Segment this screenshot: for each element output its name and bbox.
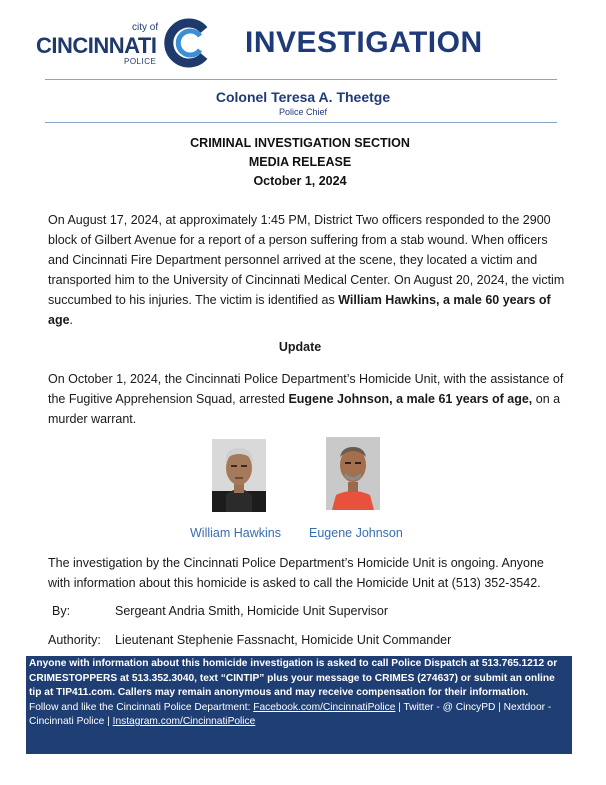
suspect-caption: Eugene Johnson	[309, 526, 403, 540]
logo-city-of: city of	[132, 22, 159, 33]
victim-photo	[212, 439, 266, 512]
header-divider	[45, 79, 557, 80]
update-heading: Update	[278, 340, 322, 354]
arrest-end: on a murder warrant.	[48, 392, 561, 426]
authority-label: Authority:	[48, 633, 101, 647]
instagram-link[interactable]: Instagram.com/CincinnatiPolice	[112, 716, 256, 727]
incident-text: On August 17, 2024, at approximately 1:45 PM, District Two officers responded to the 2900 block of Gilbert Avenue for a report of a person suffering from a stab wound. When officers and Cincinnati Fire Department personnel arrived at the scene, they located a victim and transported him to the University of Cincinnati Medical Center. On August 20, 2024, the victim succumbed to his injuries. The victim is identified as	[48, 213, 565, 307]
follow-text: Follow and like the Cincinnati Police Department:	[29, 701, 254, 713]
logo-police: POLICE	[124, 57, 157, 66]
suspect-identity: Eugene Johnson, a male 61 years of age,	[288, 392, 533, 406]
tip-footer	[26, 656, 572, 754]
authority-value: Lieutenant Stephenie Fassnacht, Homicide Unit Commander	[115, 633, 452, 647]
chief-name: Colonel Teresa A. Theetge	[215, 89, 391, 105]
ongoing-paragraph: The investigation by the Cincinnati Police Department’s Homicide Unit is ongoing. Anyone with information about this homicide is asked to call the Homicide Unit at (513) 352-3542.	[48, 556, 544, 590]
by-label: By:	[52, 604, 71, 618]
victim-caption: William Hawkins	[190, 526, 281, 540]
section-name: CRIMINAL INVESTIGATION SECTION	[190, 136, 410, 150]
arrest-text: On October 1, 2024, the Cincinnati Police Department’s Homicide Unit, with the assistance of the Fugitive Apprehension Squad, arrested	[48, 372, 564, 406]
arrest-paragraph	[48, 369, 568, 429]
cincinnati-police-logo	[36, 16, 216, 72]
facebook-link[interactable]: Facebook.com/CincinnatiPolice	[253, 701, 396, 713]
logo-c-mark-icon	[164, 18, 214, 68]
release-date: October 1, 2024	[253, 174, 347, 188]
chief-divider	[45, 122, 557, 123]
social-links	[29, 701, 569, 730]
chief-title: Police Chief	[278, 107, 328, 117]
page-title: INVESTIGATION	[245, 26, 483, 59]
logo-cincinnati: CINCINNATI	[36, 33, 157, 58]
incident-end: .	[69, 313, 74, 327]
by-value: Sergeant Andria Smith, Homicide Unit Supervisor	[115, 604, 389, 618]
twitter-nextdoor-text: | Twitter - @ CincyPD | Nextdoor - Cincinnati Police |	[29, 701, 552, 727]
incident-paragraph	[48, 210, 568, 330]
victim-identity: William Hawkins, a male 60 years of age	[48, 293, 551, 327]
suspect-photo	[326, 437, 380, 510]
tip-info: Anyone with information about this homicide investigation is asked to call Police Dispatch at 513.765.1212 or CRIMESTOPPERS at 513.352.3040, text “CINTIP” plus your message to CRIMES (274637) or submit an online tip at TIP411.com. Callers may remain anonymous and may receive compensation for their information.	[29, 658, 558, 698]
release-type: MEDIA RELEASE	[248, 155, 352, 169]
